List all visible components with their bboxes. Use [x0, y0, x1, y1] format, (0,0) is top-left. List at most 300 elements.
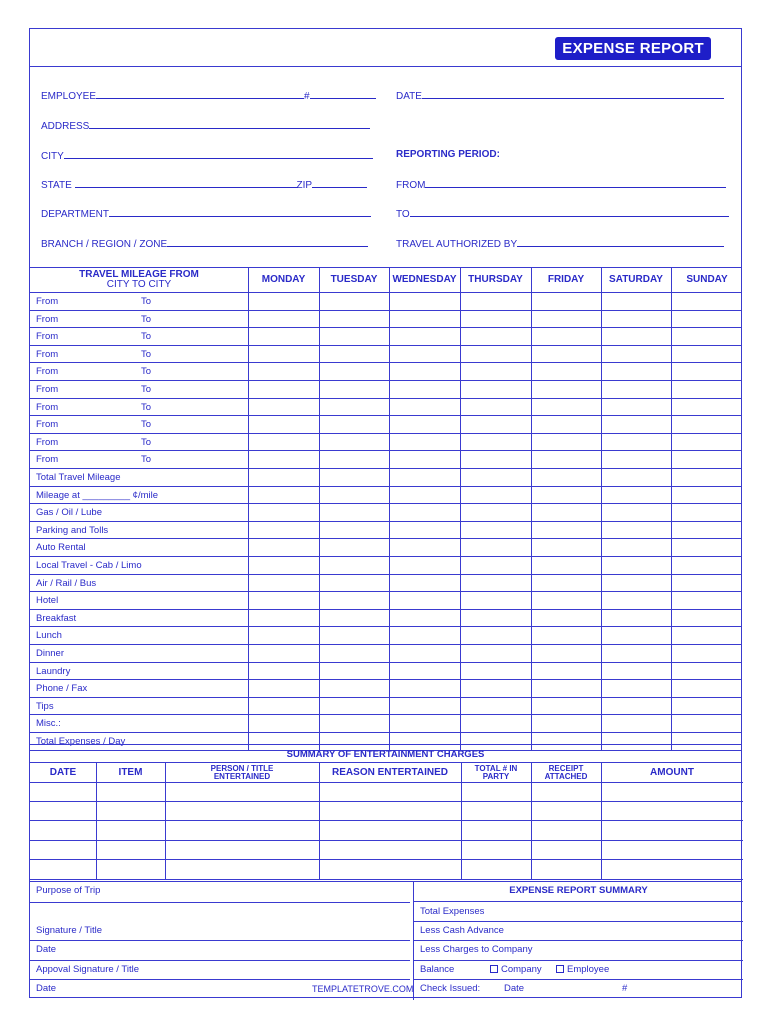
- day-cell[interactable]: [601, 399, 671, 416]
- day-cell[interactable]: [531, 399, 601, 416]
- day-cell[interactable]: [531, 698, 601, 715]
- entertainment-cell[interactable]: [30, 860, 96, 879]
- day-cell[interactable]: [460, 328, 531, 345]
- entertainment-cell[interactable]: [30, 821, 96, 840]
- entertainment-cell[interactable]: [96, 821, 165, 840]
- site-credit: TEMPLATETROVE.COM: [312, 984, 414, 994]
- expense-row-label: Breakfast: [36, 612, 77, 624]
- address-field[interactable]: [41, 119, 370, 132]
- less-cash-line[interactable]: [414, 940, 743, 941]
- day-cell[interactable]: [389, 416, 460, 433]
- day-cell[interactable]: [671, 592, 743, 609]
- day-cell[interactable]: [460, 469, 531, 486]
- day-cell[interactable]: [319, 469, 389, 486]
- entertainment-cell[interactable]: [319, 860, 461, 879]
- day-cell[interactable]: [460, 627, 531, 644]
- day-cell[interactable]: [531, 522, 601, 539]
- day-cell[interactable]: [531, 539, 601, 556]
- entertainment-cell[interactable]: [165, 841, 319, 860]
- entertainment-cell[interactable]: [96, 782, 165, 801]
- company-checkbox[interactable]: [490, 964, 542, 975]
- from-label: From: [36, 436, 59, 448]
- day-cell[interactable]: [531, 311, 601, 328]
- day-cell[interactable]: [671, 663, 743, 680]
- day-cell[interactable]: [248, 416, 319, 433]
- day-cell[interactable]: [460, 680, 531, 697]
- day-cell[interactable]: [248, 311, 319, 328]
- day-cell[interactable]: [601, 451, 671, 468]
- travel-authorized-field[interactable]: [396, 237, 724, 250]
- expense-row-label: Hotel: [36, 595, 59, 607]
- day-cell[interactable]: [460, 592, 531, 609]
- day-cell[interactable]: [460, 504, 531, 521]
- day-cell[interactable]: [319, 363, 389, 380]
- ent-receipt-line2: ATTACHED: [544, 771, 588, 781]
- signature-label: Signature / Title: [36, 925, 103, 936]
- day-cell[interactable]: [460, 715, 531, 732]
- day-cell[interactable]: [671, 557, 743, 574]
- entertainment-cell[interactable]: [531, 782, 601, 801]
- day-cell[interactable]: [248, 469, 319, 486]
- entertainment-cell[interactable]: [601, 782, 743, 801]
- day-cell[interactable]: [248, 698, 319, 715]
- day-cell[interactable]: [531, 434, 601, 451]
- ent-total-header: [461, 763, 531, 782]
- day-cell[interactable]: [601, 663, 671, 680]
- day-cell[interactable]: [389, 346, 460, 363]
- day-cell[interactable]: [601, 627, 671, 644]
- day-cell[interactable]: [389, 363, 460, 380]
- day-cell[interactable]: [671, 451, 743, 468]
- day-cell[interactable]: [531, 575, 601, 592]
- date-field[interactable]: [396, 89, 724, 102]
- from-label: From: [36, 401, 59, 413]
- day-cell[interactable]: [248, 504, 319, 521]
- day-cell[interactable]: [601, 381, 671, 398]
- day-cell[interactable]: [319, 663, 389, 680]
- expense-row: [30, 663, 741, 681]
- day-cell[interactable]: [319, 416, 389, 433]
- purpose-label: Purpose of Trip: [36, 885, 101, 896]
- day-cell[interactable]: [389, 663, 460, 680]
- day-cell[interactable]: [671, 627, 743, 644]
- day-cell[interactable]: [248, 610, 319, 627]
- day-cell[interactable]: [531, 592, 601, 609]
- day-cell[interactable]: [248, 487, 319, 504]
- day-cell[interactable]: [601, 610, 671, 627]
- to-label: To: [141, 384, 152, 395]
- entertainment-cell[interactable]: [461, 802, 531, 821]
- mileage-row: [30, 311, 741, 329]
- entertainment-cell[interactable]: [30, 782, 96, 801]
- summary-title: EXPENSE REPORT SUMMARY: [414, 882, 743, 902]
- day-cell[interactable]: [319, 698, 389, 715]
- day-cell[interactable]: [671, 487, 743, 504]
- day-cell[interactable]: [248, 434, 319, 451]
- day-cell[interactable]: [671, 346, 743, 363]
- day-cell[interactable]: [389, 328, 460, 345]
- day-cell[interactable]: [248, 381, 319, 398]
- day-cell[interactable]: [248, 680, 319, 697]
- entertainment-cell[interactable]: [319, 802, 461, 821]
- day-cell[interactable]: [248, 575, 319, 592]
- entertainment-cell[interactable]: [461, 841, 531, 860]
- day-cell[interactable]: [601, 539, 671, 556]
- day-cell[interactable]: [531, 680, 601, 697]
- day-cell[interactable]: [601, 504, 671, 521]
- day-cell[interactable]: [671, 680, 743, 697]
- day-cell[interactable]: [531, 363, 601, 380]
- to-label: To: [141, 454, 152, 466]
- travel-expense-table: [30, 267, 741, 747]
- day-cell[interactable]: [671, 698, 743, 715]
- day-cell[interactable]: [319, 346, 389, 363]
- day-cell[interactable]: [671, 311, 743, 328]
- day-cell[interactable]: [248, 645, 319, 662]
- day-cell[interactable]: [601, 469, 671, 486]
- day-cell[interactable]: [671, 504, 743, 521]
- travel-authorized-label: TRAVEL AUTHORIZED BY: [396, 239, 518, 250]
- entertainment-cell[interactable]: [319, 821, 461, 840]
- day-cell[interactable]: [460, 416, 531, 433]
- check-number-label: #: [622, 983, 628, 994]
- day-cell[interactable]: [601, 680, 671, 697]
- day-cell[interactable]: [671, 575, 743, 592]
- expense-row: [30, 715, 741, 733]
- day-cell[interactable]: [531, 504, 601, 521]
- ent-column-divider: [319, 763, 320, 880]
- mileage-column-header: [30, 268, 248, 292]
- entertainment-cell[interactable]: [165, 782, 319, 801]
- to-label: To: [141, 313, 152, 325]
- day-cell[interactable]: [531, 610, 601, 627]
- employee-checkbox[interactable]: [556, 964, 609, 975]
- day-cell[interactable]: [531, 293, 601, 310]
- day-cell[interactable]: [248, 293, 319, 310]
- day-cell[interactable]: [671, 328, 743, 345]
- day-cell[interactable]: [319, 451, 389, 468]
- expense-row-label: Phone / Fax: [36, 683, 88, 695]
- date-label-2: Date: [36, 983, 57, 994]
- day-cell[interactable]: [671, 539, 743, 556]
- day-cell[interactable]: [531, 627, 601, 644]
- day-cell[interactable]: [601, 645, 671, 662]
- day-cell[interactable]: [248, 557, 319, 574]
- day-cell[interactable]: [319, 645, 389, 662]
- entertainment-row: [30, 802, 743, 822]
- from-label: From: [36, 366, 59, 378]
- day-cell[interactable]: [319, 715, 389, 732]
- expense-row-label: Total Expenses / Day: [36, 736, 126, 747]
- day-cell[interactable]: [389, 698, 460, 715]
- day-cell[interactable]: [319, 610, 389, 627]
- day-cell[interactable]: [460, 346, 531, 363]
- day-cell[interactable]: [460, 610, 531, 627]
- day-cell[interactable]: [319, 539, 389, 556]
- day-cell[interactable]: [319, 557, 389, 574]
- day-cell[interactable]: [671, 469, 743, 486]
- day-cell[interactable]: [319, 399, 389, 416]
- to-label: To: [141, 348, 152, 360]
- day-cell[interactable]: [601, 311, 671, 328]
- day-cell[interactable]: [389, 469, 460, 486]
- day-cell[interactable]: [531, 451, 601, 468]
- entertainment-cell[interactable]: [531, 821, 601, 840]
- state-field[interactable]: [41, 178, 367, 191]
- department-field[interactable]: [41, 207, 371, 220]
- ent-total-line1: TOTAL # IN: [474, 763, 518, 773]
- expense-row: [30, 592, 741, 610]
- day-cell[interactable]: [601, 592, 671, 609]
- day-cell[interactable]: [248, 363, 319, 380]
- day-cell[interactable]: [460, 645, 531, 662]
- reporting-period-label: REPORTING PERIOD:: [396, 149, 500, 160]
- day-cell[interactable]: [601, 328, 671, 345]
- entertainment-cell[interactable]: [30, 802, 96, 821]
- day-cell[interactable]: [460, 311, 531, 328]
- ent-amount-header: AMOUNT: [650, 766, 694, 778]
- column-divider: [460, 267, 461, 751]
- mileage-header-line1: TRAVEL MILEAGE FROM: [79, 269, 199, 280]
- day-cell[interactable]: [601, 698, 671, 715]
- day-cell[interactable]: [248, 346, 319, 363]
- entertainment-cell[interactable]: [96, 860, 165, 879]
- day-cell[interactable]: [389, 575, 460, 592]
- entertainment-cell[interactable]: [319, 782, 461, 801]
- day-cell[interactable]: [389, 627, 460, 644]
- to-field[interactable]: [396, 207, 729, 220]
- employee-field[interactable]: [41, 89, 376, 102]
- day-cell[interactable]: [671, 416, 743, 433]
- day-cell[interactable]: [319, 311, 389, 328]
- day-header-friday: FRIDAY: [547, 274, 585, 285]
- day-cell[interactable]: [248, 592, 319, 609]
- day-cell[interactable]: [531, 346, 601, 363]
- day-cell[interactable]: [601, 715, 671, 732]
- expense-row: [30, 575, 741, 593]
- day-cell[interactable]: [319, 504, 389, 521]
- day-cell[interactable]: [248, 663, 319, 680]
- entertainment-cell[interactable]: [601, 860, 743, 879]
- day-cell[interactable]: [389, 645, 460, 662]
- expense-row-label: Air / Rail / Bus: [36, 577, 97, 589]
- entertainment-cell[interactable]: [461, 782, 531, 801]
- less-cash-label: Less Cash Advance: [420, 925, 504, 936]
- day-cell[interactable]: [248, 715, 319, 732]
- day-cell[interactable]: [601, 522, 671, 539]
- day-cell[interactable]: [389, 539, 460, 556]
- day-cell[interactable]: [460, 451, 531, 468]
- day-cell[interactable]: [531, 416, 601, 433]
- expense-row-label: Misc.:: [36, 718, 61, 730]
- expense-row-label: Gas / Oil / Lube: [36, 507, 103, 519]
- day-cell[interactable]: [460, 381, 531, 398]
- day-cell[interactable]: [671, 522, 743, 539]
- day-cell[interactable]: [389, 610, 460, 627]
- entertainment-cell[interactable]: [601, 841, 743, 860]
- day-cell[interactable]: [319, 293, 389, 310]
- mileage-row: [30, 399, 741, 417]
- day-cell[interactable]: [671, 381, 743, 398]
- day-cell[interactable]: [248, 451, 319, 468]
- day-cell[interactable]: [671, 610, 743, 627]
- expense-row: [30, 680, 741, 698]
- ent-column-divider: [461, 763, 462, 880]
- employee-checkbox-box[interactable]: [556, 965, 564, 973]
- day-cell[interactable]: [460, 557, 531, 574]
- day-cell[interactable]: [389, 381, 460, 398]
- day-cell[interactable]: [389, 487, 460, 504]
- day-cell[interactable]: [531, 469, 601, 486]
- total-expenses-label: Total Expenses: [420, 906, 485, 917]
- day-cell[interactable]: [248, 522, 319, 539]
- bottom-section: [30, 881, 741, 999]
- branch-field[interactable]: [41, 237, 368, 250]
- purpose-line[interactable]: [30, 902, 410, 903]
- entertainment-cell[interactable]: [165, 821, 319, 840]
- day-cell[interactable]: [531, 381, 601, 398]
- date-label: DATE: [396, 91, 422, 102]
- day-cell[interactable]: [671, 715, 743, 732]
- approval-line[interactable]: [30, 979, 410, 980]
- branch-label: BRANCH / REGION / ZONE: [41, 239, 168, 250]
- date-line-1[interactable]: [30, 960, 410, 961]
- day-cell[interactable]: [460, 663, 531, 680]
- travel-table-header: [30, 267, 741, 293]
- day-cell[interactable]: [319, 627, 389, 644]
- day-cell[interactable]: [389, 293, 460, 310]
- day-cell[interactable]: [248, 399, 319, 416]
- column-divider: [531, 267, 532, 751]
- day-cell[interactable]: [671, 645, 743, 662]
- company-label: Company: [501, 964, 542, 975]
- day-cell[interactable]: [319, 487, 389, 504]
- day-cell[interactable]: [248, 627, 319, 644]
- entertainment-cell[interactable]: [531, 802, 601, 821]
- city-label: CITY: [41, 151, 64, 162]
- day-cell[interactable]: [389, 715, 460, 732]
- day-cell[interactable]: [601, 293, 671, 310]
- entertainment-cell[interactable]: [531, 841, 601, 860]
- entertainment-cell[interactable]: [30, 841, 96, 860]
- balance-line[interactable]: [414, 979, 743, 980]
- signature-line[interactable]: [30, 940, 410, 941]
- day-cell[interactable]: [460, 434, 531, 451]
- day-cell[interactable]: [389, 557, 460, 574]
- day-cell[interactable]: [601, 575, 671, 592]
- day-cell[interactable]: [319, 575, 389, 592]
- day-header-thursday: THURSDAY: [468, 274, 523, 285]
- ent-item-header: ITEM: [118, 766, 143, 778]
- day-cell[interactable]: [601, 416, 671, 433]
- day-cell[interactable]: [531, 328, 601, 345]
- entertainment-row: [30, 841, 743, 861]
- day-header-tuesday: TUESDAY: [330, 274, 378, 285]
- ent-person-header: [165, 763, 319, 782]
- total-expenses-line[interactable]: [414, 921, 743, 922]
- mileage-row: [30, 434, 741, 452]
- day-cell[interactable]: [601, 346, 671, 363]
- day-cell[interactable]: [671, 399, 743, 416]
- company-checkbox-box[interactable]: [490, 965, 498, 973]
- day-cell[interactable]: [319, 522, 389, 539]
- day-cell[interactable]: [389, 451, 460, 468]
- day-cell[interactable]: [319, 680, 389, 697]
- entertainment-cell[interactable]: [601, 802, 743, 821]
- from-label: From: [36, 296, 59, 307]
- day-cell[interactable]: [601, 434, 671, 451]
- day-cell[interactable]: [601, 363, 671, 380]
- expense-row: [30, 504, 741, 522]
- day-cell[interactable]: [389, 592, 460, 609]
- day-cell[interactable]: [601, 557, 671, 574]
- day-cell[interactable]: [531, 663, 601, 680]
- from-field[interactable]: [396, 178, 726, 191]
- to-label: To: [141, 366, 152, 378]
- entertainment-cell[interactable]: [319, 841, 461, 860]
- day-cell[interactable]: [460, 399, 531, 416]
- day-cell[interactable]: [460, 487, 531, 504]
- entertainment-cell[interactable]: [461, 821, 531, 840]
- day-cell[interactable]: [248, 328, 319, 345]
- day-cell[interactable]: [389, 311, 460, 328]
- day-cell[interactable]: [319, 381, 389, 398]
- day-cell[interactable]: [531, 715, 601, 732]
- day-cell[interactable]: [460, 575, 531, 592]
- day-cell[interactable]: [601, 487, 671, 504]
- entertainment-cell[interactable]: [96, 802, 165, 821]
- day-cell[interactable]: [389, 434, 460, 451]
- day-cell[interactable]: [319, 434, 389, 451]
- day-cell[interactable]: [319, 592, 389, 609]
- day-header-monday: MONDAY: [261, 274, 306, 285]
- day-cell[interactable]: [389, 504, 460, 521]
- day-cell[interactable]: [671, 293, 743, 310]
- approval-label: Appoval Signature / Title: [36, 964, 139, 975]
- expense-row: [30, 522, 741, 540]
- day-cell[interactable]: [531, 487, 601, 504]
- expense-row-label: Local Travel - Cab / Limo: [36, 560, 142, 571]
- day-cell[interactable]: [460, 293, 531, 310]
- ent-date-header: DATE: [49, 766, 77, 778]
- column-divider: [319, 267, 320, 751]
- day-cell[interactable]: [531, 645, 601, 662]
- day-cell[interactable]: [248, 539, 319, 556]
- day-cell[interactable]: [389, 522, 460, 539]
- entertainment-cell[interactable]: [165, 802, 319, 821]
- day-cell[interactable]: [319, 328, 389, 345]
- day-cell[interactable]: [671, 434, 743, 451]
- column-divider: [248, 267, 249, 751]
- less-charges-line[interactable]: [414, 960, 743, 961]
- day-cell[interactable]: [389, 680, 460, 697]
- day-cell[interactable]: [671, 363, 743, 380]
- entertainment-cell[interactable]: [96, 841, 165, 860]
- day-cell[interactable]: [460, 539, 531, 556]
- balance-label: Balance: [420, 964, 455, 975]
- day-cell[interactable]: [389, 399, 460, 416]
- entertainment-cell[interactable]: [531, 860, 601, 879]
- department-label: DEPARTMENT: [41, 209, 109, 220]
- day-cell[interactable]: [460, 522, 531, 539]
- day-cell[interactable]: [460, 363, 531, 380]
- entertainment-cell[interactable]: [165, 860, 319, 879]
- city-field[interactable]: [41, 149, 373, 162]
- day-cell[interactable]: [531, 557, 601, 574]
- entertainment-cell[interactable]: [461, 860, 531, 879]
- day-cell[interactable]: [460, 698, 531, 715]
- entertainment-cell[interactable]: [601, 821, 743, 840]
